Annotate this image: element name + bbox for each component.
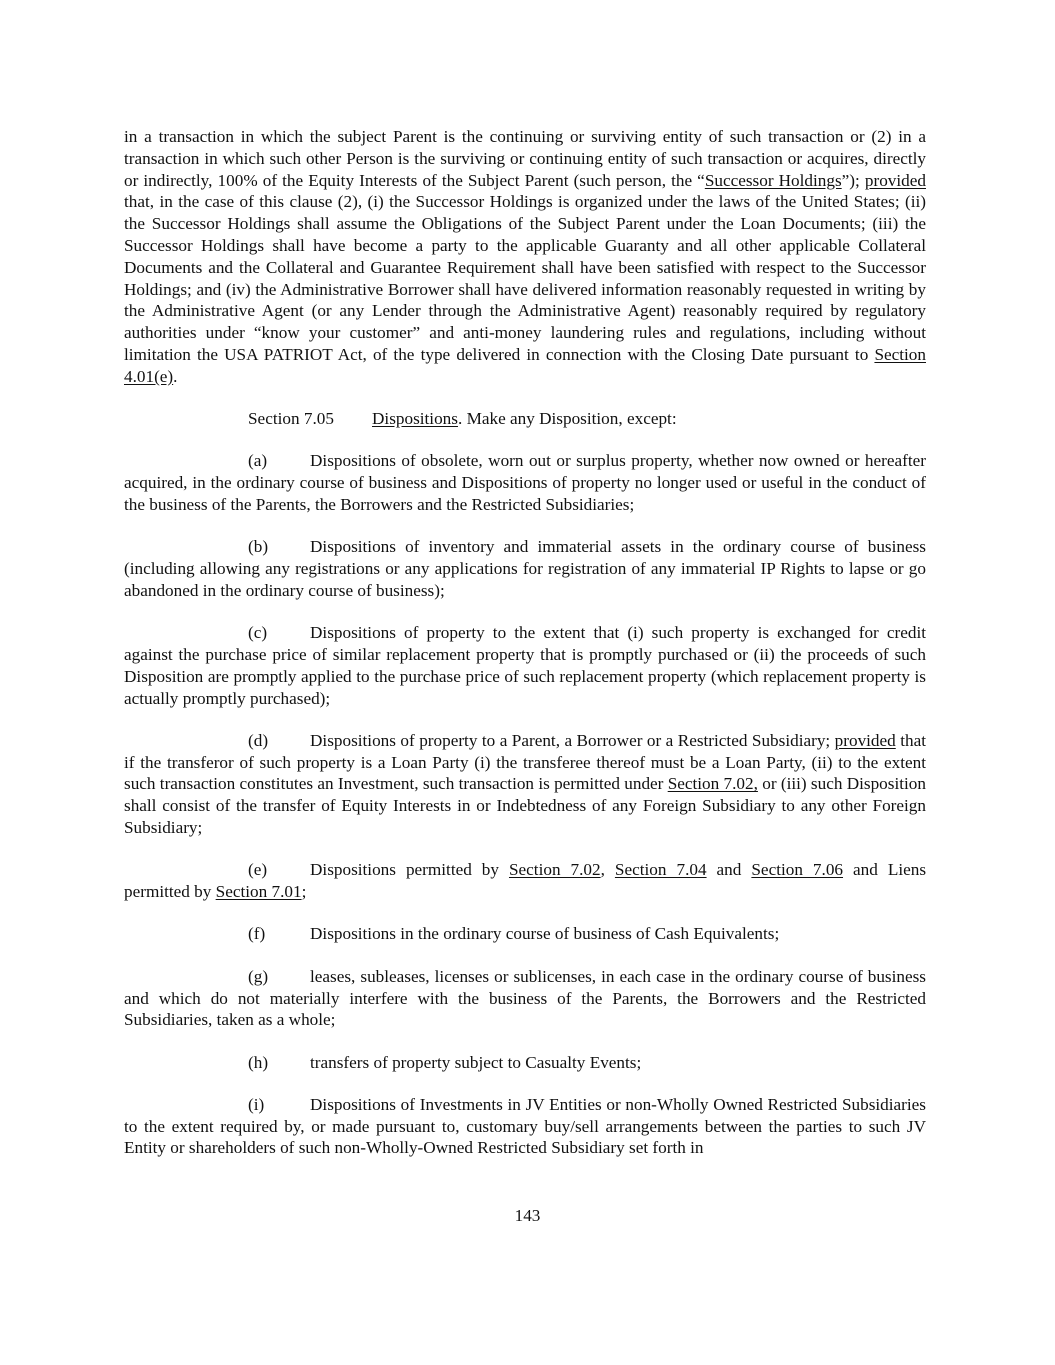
clause-label: (h) [248,1052,269,1072]
provided-term: provided [834,730,896,750]
clause-c [124,622,926,709]
clause-text: , [600,860,615,880]
section-reference: Section 7.01 [215,882,302,902]
clause-label: (c) [248,623,268,643]
continuation-paragraph [124,126,926,388]
clause-text: that if the transferor of such property is a Loan Party (i) the transferee thereof must be a Loan Party, (ii) to the extent such transaction constitutes an Investment, such transaction is permitted under [124,730,926,794]
clause-i [124,1094,926,1159]
section-number: Section 7.05 [248,409,334,429]
text-run: in a transaction in which the subject Parent is the continuing or surviving entity of such transaction or (2) in a transaction in which such other Person is the surviving or continuing entity of such transaction or acquires, directly or indirectly, 100% of the Equity Interests of the Subject Parent (such person, the “ [124,127,926,190]
clause-text: and [706,860,752,880]
clause-text: and Liens permitted by [124,860,927,902]
text-run: ”); [841,170,865,190]
clause-text: Dispositions permitted by [310,860,509,880]
text-run: that, in the case of this clause (2), (i) the Successor Holdings is organized under the laws of the United States; (ii) the Successor Holdings shall assume the Obligations of the Subject Parent under the Loan Documents; (iii) the Successor Holdings shall have become a party to the applicable Guaranty and all other applicable Collateral Documents and the Collateral and Guarantee Requirement shall have been satisfied with respect to the Successor Holdings; and (iv) the Administrative Borrower shall have delivered information reasonably requested in writing by the Administrative Agent (or any Lender through the Administrative Agent) reasonably required by regulatory authorities under “know your customer” and anti-money laundering rules and regulations, including without limitation the USA PATRIOT Act, of the type delivered in connection with the Closing Date pursuant to [124,192,926,364]
clause-text: transfers of property subject to Casualty Events; [310,1052,642,1072]
clause-g [124,966,926,1031]
section-title: Dispositions [372,409,458,429]
clause-text: ; [301,882,307,902]
section-reference: Section 4.01(e) [124,344,926,386]
clause-a [124,450,926,515]
document-page [124,126,926,1159]
section-heading [124,408,926,430]
clause-b [124,536,926,601]
clause-label: (g) [248,966,269,986]
section-reference: Section 7.02, [667,774,758,794]
provided-term: provided [864,170,926,190]
clause-label: (d) [248,730,269,750]
clause-label: (i) [248,1094,265,1114]
clause-text: leases, subleases, licenses or sublicenses, in each case in the ordinary course of business and which do not materially interfere with the business of the Parents, the Borrowers and the Restricted Subsidiaries, taken as a whole; [124,966,926,1030]
section-reference: Section 7.06 [751,860,844,880]
clause-label: (a) [248,451,268,471]
clause-text: Dispositions of inventory and immaterial assets in the ordinary course of business (including allowing any registrations or any applications for registration of any immaterial IP Rights to lapse or go abandoned in the ordinary course of business); [124,537,926,600]
clause-e [124,859,926,903]
clause-f [124,923,926,945]
clause-text: Dispositions of obsolete, worn out or surplus property, whether now owned or hereafter acquired, in the ordinary course of business and Dispositions of property no longer used or useful in the conduct of the business of the Parents, the Borrowers and the Restricted Subsidiaries; [124,451,926,514]
section-reference: Section 7.02 [508,860,601,880]
clause-label: (e) [248,860,268,880]
clause-text: Dispositions of property to a Parent, a Borrower or a Restricted Subsidiary; [310,730,835,750]
clause-text: or (iii) such Disposition shall consist of the transfer of Equity Interests in or Indebtedness of any Foreign Subsidiary to any other Foreign Subsidiary; [124,774,926,838]
clause-text: Dispositions in the ordinary course of business of Cash Equivalents; [310,924,780,944]
clause-h [124,1052,926,1074]
clause-text: Dispositions of property to the extent that (i) such property is exchanged for credit against the purchase price of similar replacement property that is promptly purchased or (ii) the proceeds of such Disposition are promptly applied to the purchase price of such replacement property (which replacement property is actually promptly purchased); [124,623,926,708]
clause-text: Dispositions of Investments in JV Entities or non-Wholly Owned Restricted Subsidiaries to the extent required by, or made pursuant to, customary buy/sell arrangements between the parties to such JV Entity or shareholders of such non-Wholly-Owned Restricted Subsidiary set forth in [124,1094,926,1158]
section-text: . Make any Disposition, except: [457,409,677,429]
clause-label: (b) [248,537,269,557]
text-run: . [173,366,178,386]
defined-term: Successor Holdings [704,170,842,190]
clause-d [124,730,926,839]
clause-label: (f) [248,924,266,944]
section-reference: Section 7.04 [614,860,707,880]
page-number: 143 [514,1206,541,1225]
